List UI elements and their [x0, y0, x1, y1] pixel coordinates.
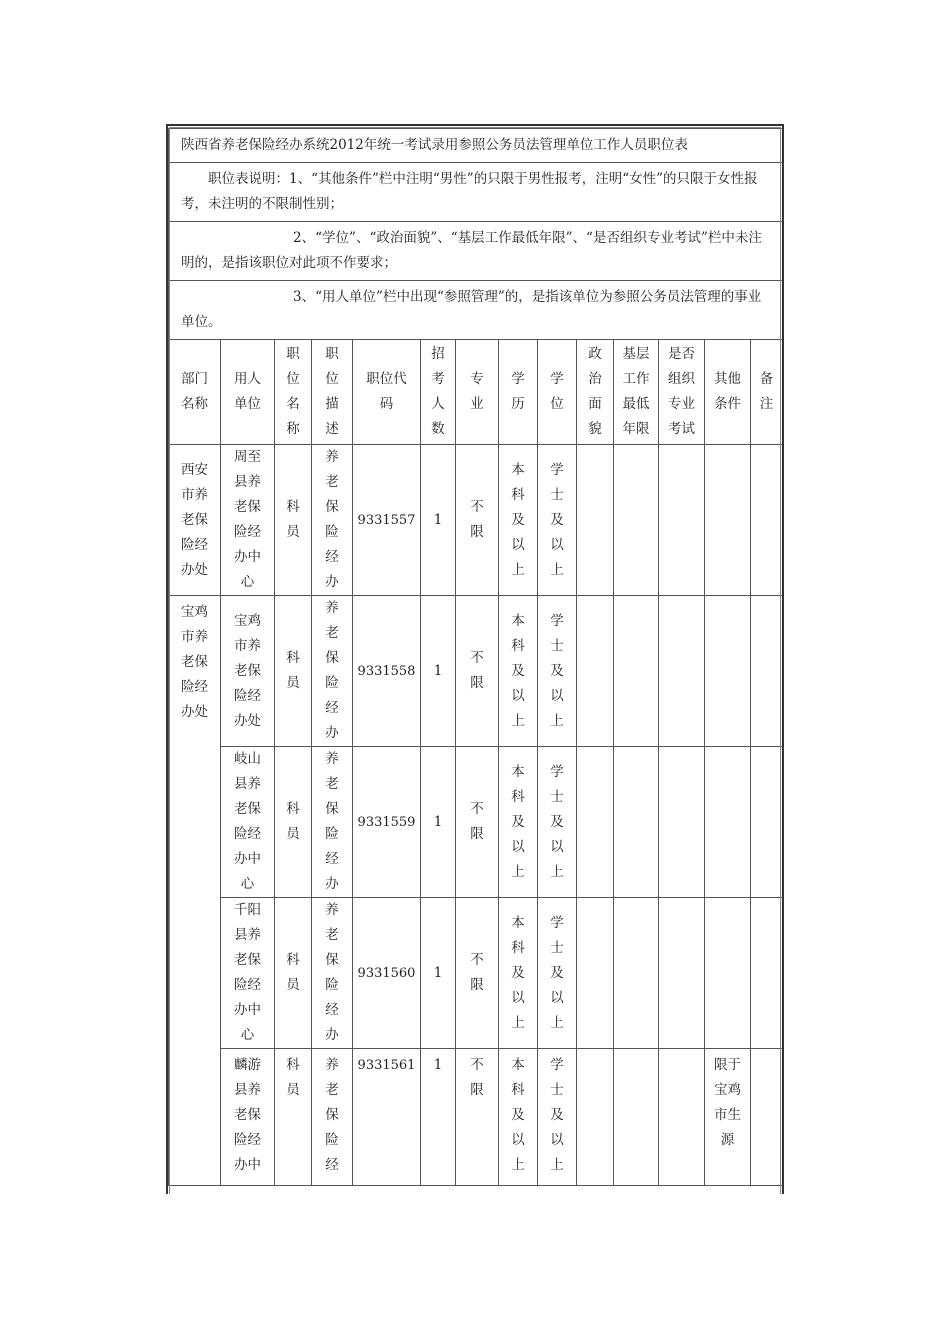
- empty-cell: [751, 596, 783, 747]
- header-cell: 是否组织专业考试: [659, 340, 705, 445]
- table-row: [169, 445, 783, 596]
- empty-cell: [614, 445, 659, 596]
- degree-cell: 学士及以上: [538, 596, 577, 747]
- position-cell: 科员: [275, 898, 312, 1049]
- empty-cell: [751, 898, 783, 1049]
- count-cell: 1: [421, 898, 456, 1049]
- dept-cell: 西安市养老保险经办处: [169, 445, 221, 596]
- other-cell: [705, 445, 751, 596]
- empty-cell: [659, 1049, 705, 1186]
- header-cell: 职位代码: [353, 340, 421, 445]
- empty-cell: [614, 1049, 659, 1186]
- table-row: [169, 747, 783, 898]
- note-1: 职位表说明：1、“其他条件”栏中注明“男性”的只限于男性报考，注明“女性”的只限于女性报考，未注明的不限制性别；: [169, 163, 783, 222]
- code-cell: 9331557: [353, 445, 421, 596]
- degree-cell: 学士及以上: [538, 898, 577, 1049]
- header-cell: 其他条件: [705, 340, 751, 445]
- code-cell: 9331561: [353, 1049, 421, 1186]
- position-cell: 科员: [275, 445, 312, 596]
- empty-cell: [614, 596, 659, 747]
- unit-cell: 麟游县养老保险经办中: [221, 1049, 275, 1186]
- empty-cell: [659, 445, 705, 596]
- count-cell: 1: [421, 445, 456, 596]
- table-row: [169, 1049, 783, 1186]
- unit-cell: 宝鸡市养老保险经办处: [221, 596, 275, 747]
- table-title: 陕西省养老保险经办系统2012年统一考试录用参照公务员法管理单位工作人员职位表: [169, 129, 783, 163]
- other-cell: [705, 596, 751, 747]
- degree-cell: 学士及以上: [538, 1049, 577, 1186]
- position-table-frame: [166, 124, 784, 1194]
- major-cell: 不限: [456, 1049, 499, 1186]
- header-cell: 职位描述: [312, 340, 353, 445]
- major-cell: 不限: [456, 445, 499, 596]
- empty-cell: [751, 1049, 783, 1186]
- major-cell: 不限: [456, 747, 499, 898]
- empty-cell: [577, 596, 614, 747]
- other-cell: [705, 747, 751, 898]
- unit-cell: 岐山县养老保险经办中心: [221, 747, 275, 898]
- code-cell: 9331558: [353, 596, 421, 747]
- position-table: [168, 128, 783, 1186]
- header-cell: 政治面貌: [577, 340, 614, 445]
- degree-cell: 学士及以上: [538, 747, 577, 898]
- header-cell: 学历: [499, 340, 538, 445]
- header-cell: 用人单位: [221, 340, 275, 445]
- position-cell: 科员: [275, 1049, 312, 1186]
- edu-cell: 本科及以上: [499, 445, 538, 596]
- note-2: 2、“学位”、“政治面貌”、“基层工作最低年限”、“是否组织专业考试”栏中未注明的，是指该职位对此项不作要求；: [169, 222, 783, 281]
- edu-cell: 本科及以上: [499, 596, 538, 747]
- empty-cell: [577, 747, 614, 898]
- note-3: 3、“用人单位”栏中出现“参照管理”的，是指该单位为参照公务员法管理的事业单位。: [169, 281, 783, 340]
- empty-cell: [577, 898, 614, 1049]
- empty-cell: [577, 1049, 614, 1186]
- empty-cell: [577, 445, 614, 596]
- desc-cell: 养老保险经办: [312, 747, 353, 898]
- empty-cell: [751, 445, 783, 596]
- header-row: [169, 340, 783, 445]
- dept-cell: 宝鸡市养老保险经办处: [169, 596, 221, 1186]
- edu-cell: 本科及以上: [499, 898, 538, 1049]
- empty-cell: [659, 898, 705, 1049]
- position-cell: 科员: [275, 747, 312, 898]
- header-cell: 学位: [538, 340, 577, 445]
- edu-cell: 本科及以上: [499, 747, 538, 898]
- empty-cell: [659, 596, 705, 747]
- count-cell: 1: [421, 596, 456, 747]
- empty-cell: [659, 747, 705, 898]
- header-cell: 部门名称: [169, 340, 221, 445]
- header-cell: 专业: [456, 340, 499, 445]
- desc-cell: 养老保险经办: [312, 898, 353, 1049]
- major-cell: 不限: [456, 596, 499, 747]
- unit-cell: 周至县养老保险经办中心: [221, 445, 275, 596]
- other-cell: [705, 898, 751, 1049]
- empty-cell: [751, 747, 783, 898]
- count-cell: 1: [421, 1049, 456, 1186]
- code-cell: 9331560: [353, 898, 421, 1049]
- empty-cell: [614, 898, 659, 1049]
- header-cell: 基层工作最低年限: [614, 340, 659, 445]
- major-cell: 不限: [456, 898, 499, 1049]
- table-row: [169, 898, 783, 1049]
- count-cell: 1: [421, 747, 456, 898]
- header-cell: 招考人数: [421, 340, 456, 445]
- desc-cell: 养老保险经办: [312, 596, 353, 747]
- other-cell: 限于宝鸡市生源: [705, 1049, 751, 1186]
- desc-cell: 养老保险经办: [312, 445, 353, 596]
- code-cell: 9331559: [353, 747, 421, 898]
- empty-cell: [614, 747, 659, 898]
- table-row: [169, 596, 783, 747]
- edu-cell: 本科及以上: [499, 1049, 538, 1186]
- position-cell: 科员: [275, 596, 312, 747]
- desc-cell: 养老保险经: [312, 1049, 353, 1186]
- header-cell: 备注: [751, 340, 783, 445]
- header-cell: 职位名称: [275, 340, 312, 445]
- unit-cell: 千阳县养老保险经办中心: [221, 898, 275, 1049]
- degree-cell: 学士及以上: [538, 445, 577, 596]
